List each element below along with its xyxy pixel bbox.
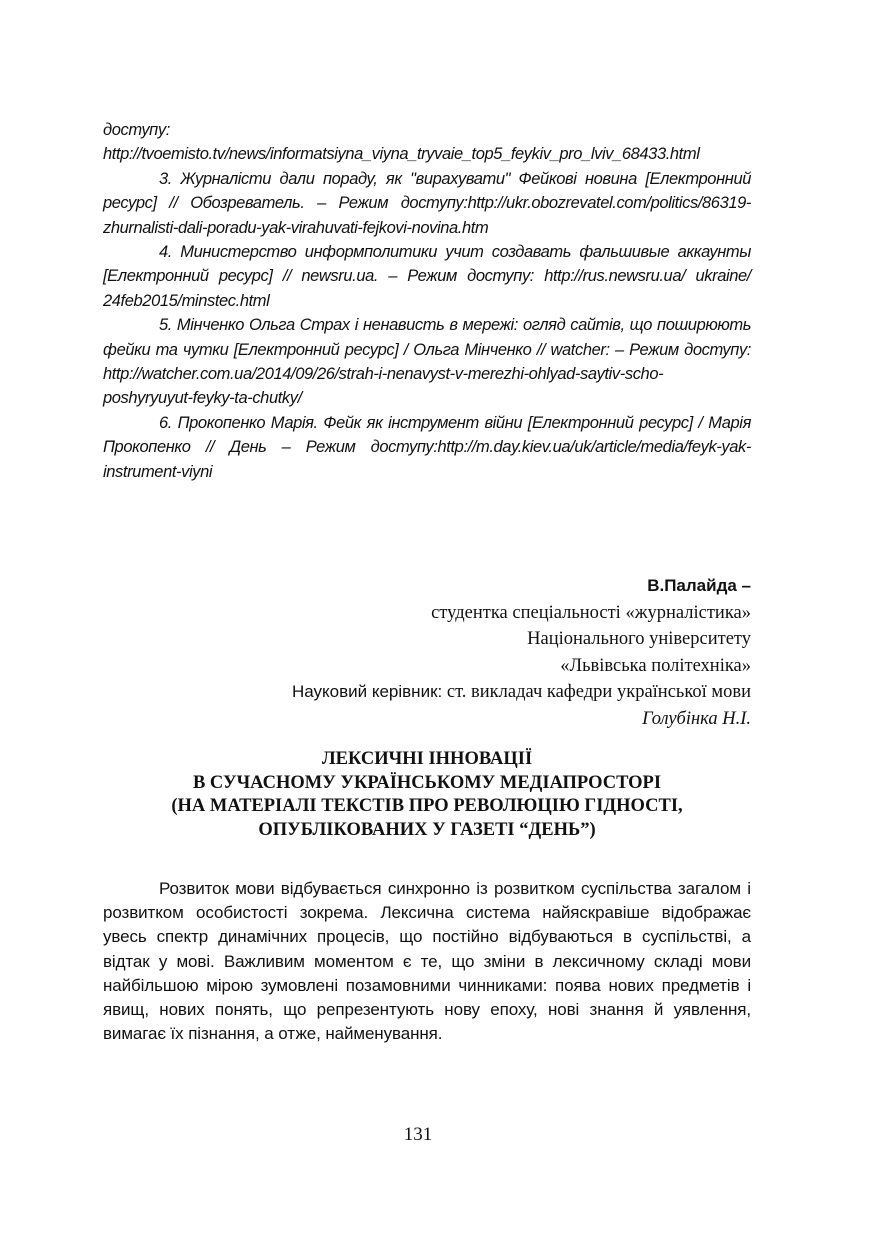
title-line-4: ОПУБЛІКОВАНИХ У ГАЗЕТІ “ДЕНЬ”) xyxy=(258,819,596,840)
author-specialty: студентка спеціальності «журналістика» xyxy=(431,602,751,623)
title-line-1: ЛЕКСИЧНІ ІННОВАЦІЇ xyxy=(321,749,533,769)
author-institution: «Львівська політехніка» xyxy=(560,655,751,676)
body-paragraph: Розвиток мови відбувається синхронно із розвитком суспільства загалом і розвитком особистості зокрема. Лексична система найяскравіше відображає увесь спектр динамічних процесів, що постійно відбуваються в суспільстві, а відтак у мові. Важливим моментом є те, що зміни в лексичному складі мови найбільшою мірою зумовлені позамовними чинниками: поява нових предметів і явищ, нових понять, що репрезентують нову епоху, нові знання й уявлення, вимагає їх пізнання, а отже, найменування. xyxy=(103,879,751,1044)
reference-item-6: 6. Прокопенко Марія. Фейк як інструмент війни [Електронний ресурс] / Марія Прокопенко // День – Режим доступу:http://m.day.kiev.ua/uk/article/media/feyk-yak-instrument-viyni xyxy=(103,413,751,481)
supervisor-name: Голубінка Н.І. xyxy=(642,708,751,729)
reference-item-5: 5. Мінченко Ольга Страх і ненависть в мережі: огляд сайтів, що поширюють фейки та чутки [Електронний ресурс] / Ольга Мінченко // watcher: – Режим доступу: http://watcher.com.ua/2014/09/26/strah-i-nenavyst-v-merezhi-ohlyad-saytiv-scho-poshyryuyut-feyky-ta-chutky/ xyxy=(103,316,751,408)
supervisor-position: ст. викладач кафедри української мови xyxy=(442,682,751,702)
reference-item-2-continuation: доступу: http://tvoemisto.tv/news/informatsiyna_viyna_tryvaie_top5_feykiv_pro_lviv_68433.html xyxy=(103,121,700,164)
author-byline xyxy=(292,573,751,732)
reference-item-3: 3. Журналісти дали пораду, як "вирахувати" Фейкові новина [Електронний ресурс] // Обозреватель. – Режим доступу:http://ukr.obozrevatel.com/politics/86319-zhurnalisti-dali-poradu-yak-virahuvati-fejkovi-novina.htm xyxy=(103,169,751,237)
author-university: Національного університету xyxy=(527,629,751,649)
reference-list xyxy=(103,118,751,484)
supervisor-label: Науковий керівник: xyxy=(291,682,443,701)
reference-item-4: 4. Министерство информполитики учит создавать фальшивые аккаунты [Електронний ресурс] // newsru.ua. – Режим доступу: http://rus.newsru.ua/ ukraine/ 24feb2015/minstec.html xyxy=(103,243,751,310)
article-title xyxy=(103,748,751,842)
title-line-2: В СУЧАСНОМУ УКРАЇНСЬКОМУ МЕДІАПРОСТОРІ xyxy=(192,772,662,793)
page-number: 131 xyxy=(403,1124,433,1145)
supervisor-line xyxy=(292,679,751,706)
author-name: В.Палайда – xyxy=(647,576,751,595)
title-line-3: (НА МАТЕРІАЛІ ТЕКСТІВ ПРО РЕВОЛЮЦІЮ ГІДНОСТІ, xyxy=(171,796,683,816)
